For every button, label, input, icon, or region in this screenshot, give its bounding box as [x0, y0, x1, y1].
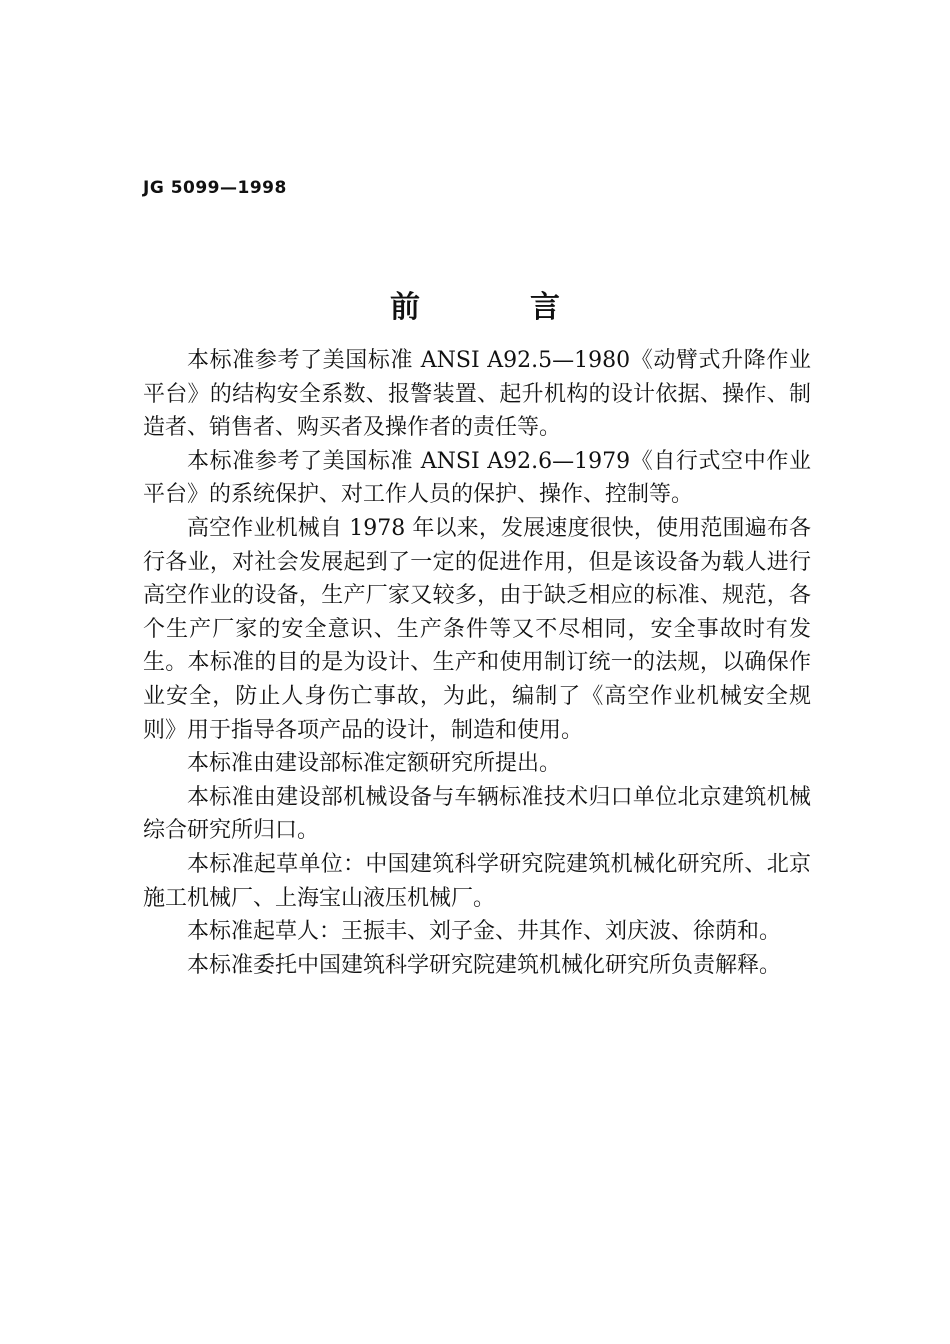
paragraph-administrator: 本标准由建设部机械设备与车辆标准技术归口单位北京建筑机械综合研究所归口。	[143, 784, 811, 844]
paragraph-ansi-a92-5: 本标准参考了美国标准 ANSI A92.5—1980《动臂式升降作业平台》的结构安全系数、报警装置、起升机构的设计依据、操作、制造者、销售者、购买者及操作者的责任等。	[143, 348, 811, 441]
paragraph-background: 高空作业机械自 1978 年以来，发展速度很快，使用范围遍布各行各业，对社会发展起到了一定的促进作用，但是该设备为载人进行高空作业的设备，生产厂家又较多，由于缺乏相应的标准、规范，各个生产厂家的安全意识、生产条件等又不尽相同，安全事故时有发生。本标准的目的是为设计、生产和使用制订统一的法规，以确保作业安全，防止人身伤亡事故，为此，编制了《高空作业机械安全规则》用于指导各项产品的设计，制造和使用。	[143, 515, 811, 743]
standard-code: JG 5099—1998	[143, 178, 287, 198]
foreword-body	[143, 344, 811, 982]
paragraph-interpretation: 本标准委托中国建筑科学研究院建筑机械化研究所负责解释。	[187, 952, 782, 978]
page-title: 前言	[390, 290, 670, 325]
paragraph-proposer: 本标准由建设部标准定额研究所提出。	[187, 751, 562, 777]
paragraph-ansi-a92-6: 本标准参考了美国标准 ANSI A92.6—1979《自行式空中作业平台》的系统保护、对工作人员的保护、操作、控制等。	[143, 448, 811, 508]
paragraph-drafting-units: 本标准起草单位：中国建筑科学研究院建筑机械化研究所、北京施工机械厂、上海宝山液压机械厂。	[143, 851, 811, 911]
paragraph-drafters: 本标准起草人：王振丰、刘子金、井其作、刘庆波、徐荫和。	[187, 919, 782, 945]
